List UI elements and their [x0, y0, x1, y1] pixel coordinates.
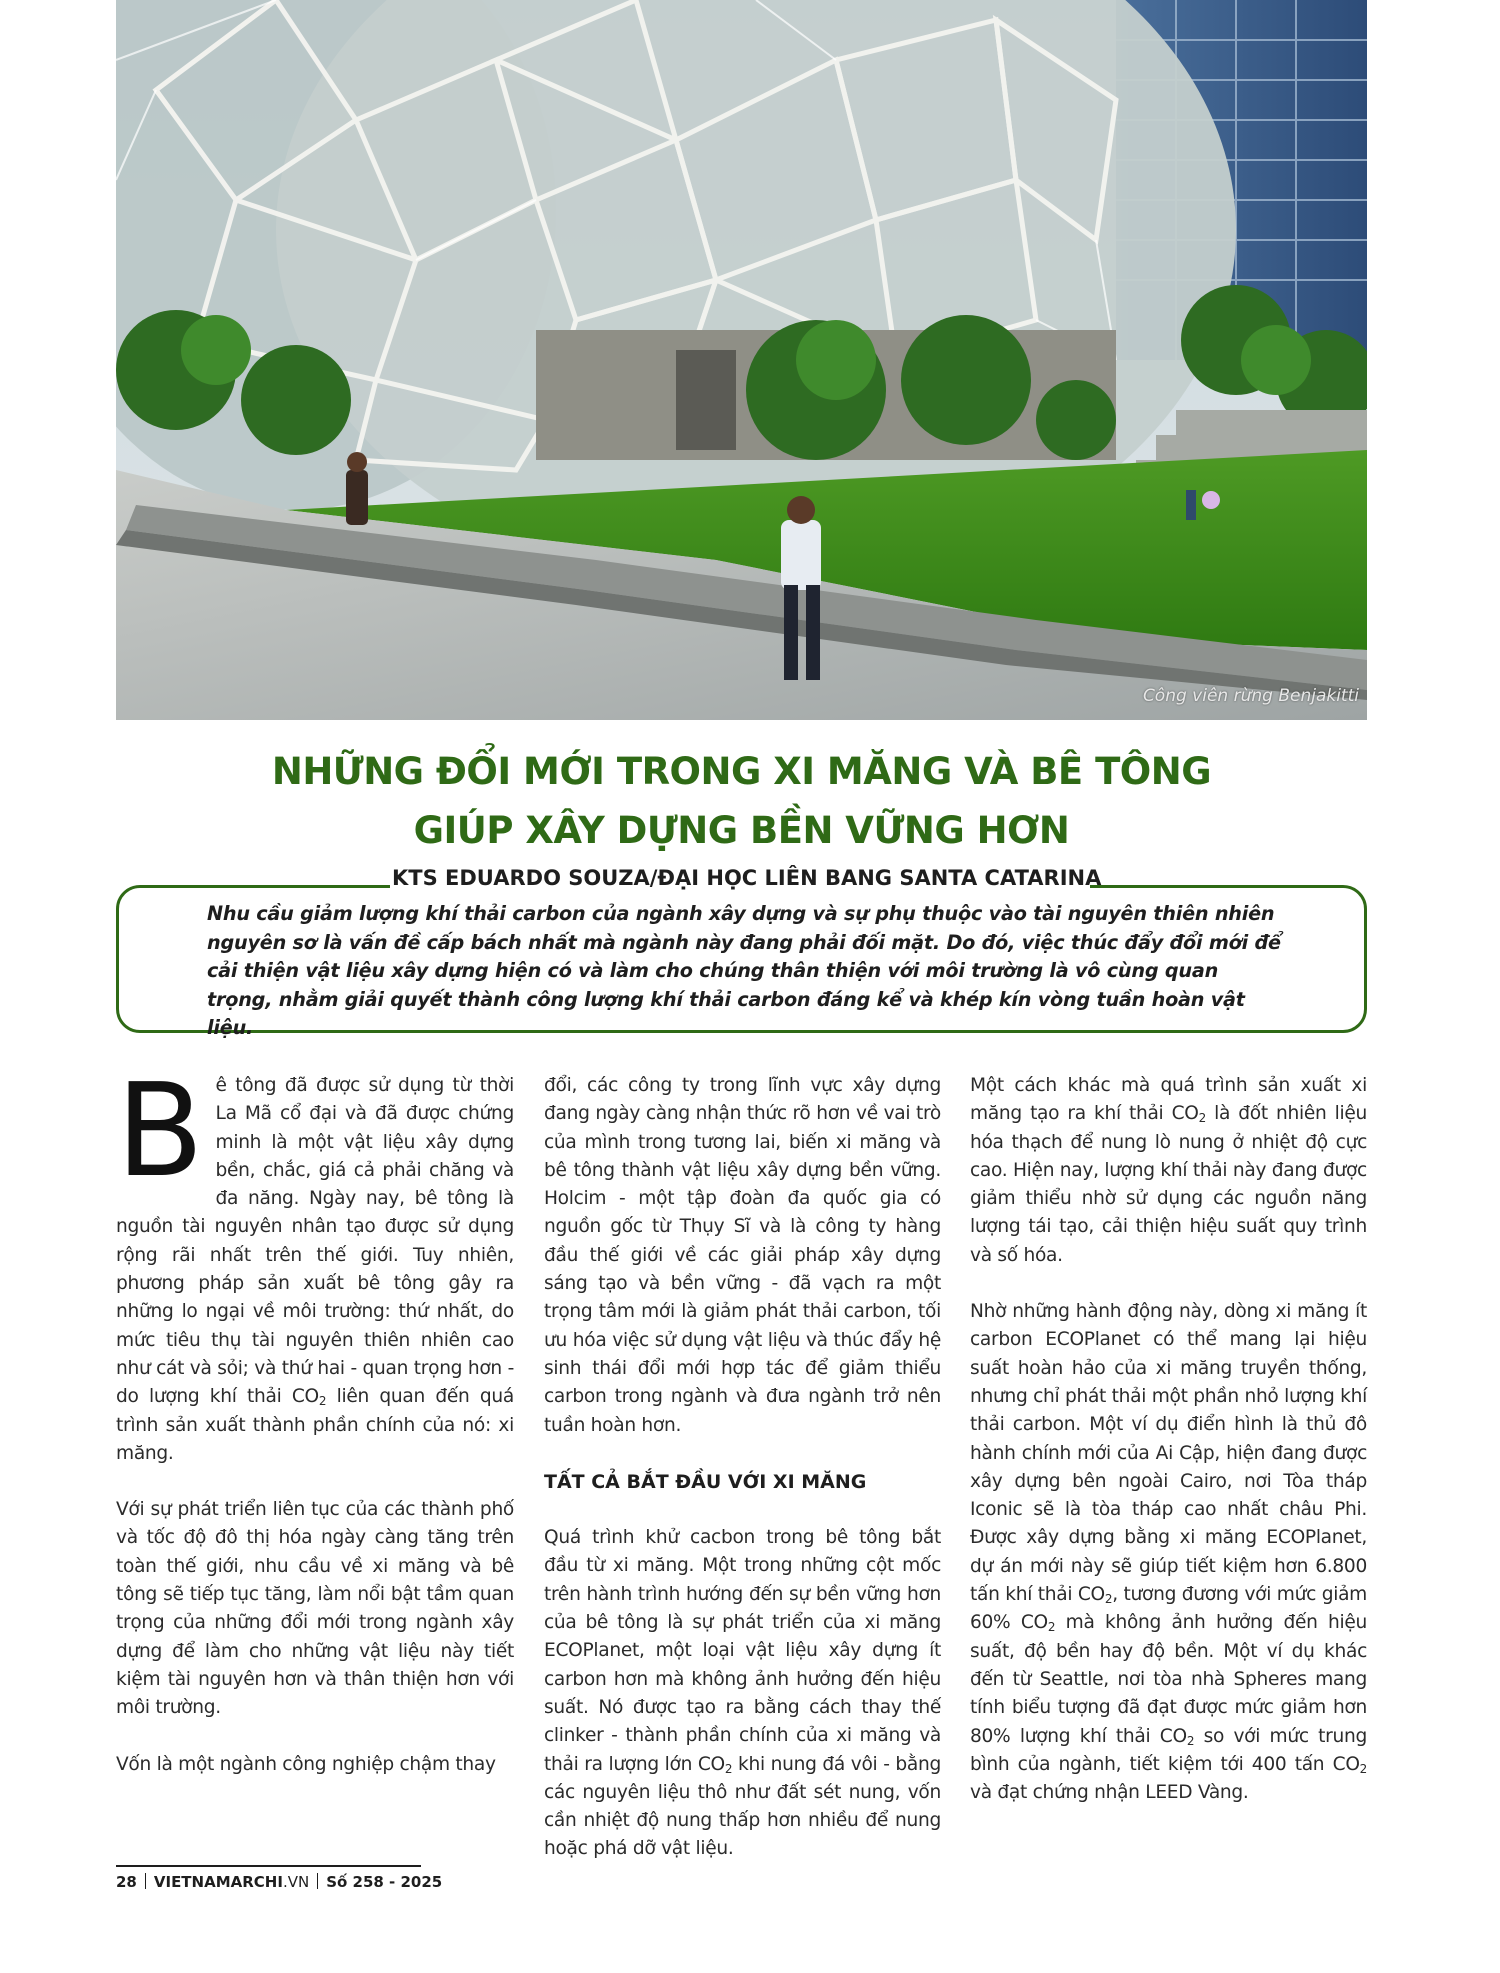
title-line-2: GIÚP XÂY DỰNG BỀN VỮNG HƠN [413, 809, 1070, 852]
footer-separator [317, 1873, 318, 1889]
author-byline: KTS EDUARDO SOUZA/ĐẠI HỌC LIÊN BANG SANTA CATARINA [392, 866, 1102, 890]
paragraph-3: Vốn là một ngành công nghiệp chậm thay [116, 1753, 496, 1775]
body-column-3 [970, 1072, 1367, 1835]
drop-cap: B [116, 1057, 204, 1206]
footer-separator [145, 1873, 146, 1889]
body-column-2 [544, 1072, 941, 1892]
photo-caption: Công viên rừng Benjakitti [1142, 686, 1359, 706]
page-number: 28 [116, 1873, 137, 1891]
paragraph-2: Với sự phát triển liên tục của các thành phố và tốc độ đô thị hóa ngày càng tăng trên toàn thế giới, nhu cầu về xi măng và bê tông sẽ tiếp tục tăng, làm nổi bật tầm quan trọng của những đổi mới trong ngành xây dựng để làm cho những vật liệu này tiết kiệm tài nguyên hơn và thân thiện hơn với môi trường. [116, 1499, 514, 1719]
section-subhead: TẤT CẢ BẮT ĐẦU VỚI XI MĂNG [544, 1470, 867, 1493]
hero-photo [116, 0, 1367, 720]
body-column-1 [116, 1057, 514, 1807]
footer-rule [116, 1865, 421, 1867]
site-domain: .VN [282, 1873, 310, 1891]
hero-photo-illustration [116, 0, 1367, 720]
abstract-text: Nhu cầu giảm lượng khí thải carbon của ngành xây dựng và sự phụ thuộc vào tài nguyên thiên nhiên nguyên sơ là vấn đề cấp bách nhất mà ngành này đang phải đối mặt. Do đó, việc thúc đẩy đổi mới để cải thiện vật liệu xây dựng hiện có và làm cho chúng thân thiện với môi trường là vô cùng quan trọng, nhằm giải quyết thành công lượng khí thải carbon đáng kể và khép kín vòng tuần hoàn vật liệu. [207, 902, 1281, 1039]
issue-number: Số 258 - 2025 [326, 1873, 443, 1891]
page-footer [116, 1873, 442, 1891]
paragraph-3-continued: đổi, các công ty trong lĩnh vực xây dựng đang ngày càng nhận thức rõ hơn về vai trò của mình trong tương lai, biến xi măng và bê tông thành vật liệu xây dựng bền vững. Holcim - một tập đoàn đa quốc gia có nguồn gốc từ Thụy Sĩ và là công ty hàng đầu thế giới về các giải pháp xây dựng sáng tạo và bền vững - đã vạch ra một trọng tâm mới là giảm phát thải carbon, tối ưu hóa việc sử dụng vật liệu và thúc đẩy hệ sinh thái đổi mới hợp tác để giảm thiểu carbon trong ngành và đưa ngành trở nên tuần hoàn hơn. [544, 1075, 941, 1436]
article-title [116, 742, 1367, 860]
paragraph-5: Một cách khác mà quá trình sản xuất xi măng tạo ra khí thải $CO_2$ là đốt nhiên liệu hóa thạch để nung lò nung ở nhiệt độ cực cao. Hiện nay, lượng khí thải này đang được giảm thiểu nhờ sử dụng các nguồn năng lượng tái tạo, cải thiện hiệu suất quy trình và số hóa. [970, 1075, 1367, 1266]
paragraph-6: Nhờ những hành động này, dòng xi măng ít carbon ECOPlanet có thể mang lại hiệu suất hoàn hảo của xi măng truyền thống, nhưng chỉ phát thải một phần nhỏ lượng khí thải carbon. Một ví dụ điển hình là thủ đô hành chính mới của Ai Cập, hiện đang được xây dựng bên ngoài Cairo, nơi Tòa tháp Iconic sẽ là tòa tháp cao nhất châu Phi. Được xây dựng bằng xi măng ECOPlanet, dự án mới này sẽ giúp tiết kiệm hơn 6.800 tấn khí thải $CO_2$, tương đương với mức giảm 60% $CO_2$ mà không ảnh hưởng đến hiệu suất, độ bền hay độ bền. Một ví dụ khác đến từ Seattle, nơi tòa nhà Spheres mang tính biểu tượng đã đạt được mức giảm hơn 80% lượng khí thải $CO_2$ so với mức trung bình của ngành, tiết kiệm tới 400 tấn $CO_2$ và đạt chứng nhận LEED Vàng. [970, 1301, 1367, 1804]
title-line-1: NHỮNG ĐỔI MỚI TRONG XI MĂNG VÀ BÊ TÔNG [271, 750, 1212, 793]
site-name: VIETNAMARCHI [153, 1873, 283, 1891]
paragraph-4: Quá trình khử cacbon trong bê tông bắt đầu từ xi măng. Một trong những cột mốc trên hành trình hướng đến sự bền vững hơn của bê tông là sự phát triển của xi măng ECOPlanet, một loại vật liệu xây dựng ít carbon hơn mà không ảnh hưởng đến hiệu suất. Nó được tạo ra bằng cách thay thế clinker - thành phần chính của xi măng và thải ra lượng lớn $CO_2$ khi nung đá vôi - bằng các nguyên liệu thô như đất sét nung, vốn cần nhiệt độ nung thấp hơn nhiều để nung hoặc phá dỡ vật liệu. [544, 1527, 941, 1860]
paragraph-1: Bê tông đã được sử dụng từ thời La Mã cổ đại và đã được chứng minh là một vật liệu xây dựng bền, chắc, giá cả phải chăng và đa năng. Ngày nay, bê tông là nguồn tài nguyên nhân tạo được sử dụng rộng rãi nhất trên thế giới. Tuy nhiên, phương pháp sản xuất bê tông gây ra những lo ngại về môi trường: thứ nhất, do mức tiêu thụ tài nguyên thiên nhiên cao như cát và sỏi; và thứ hai - quan trọng hơn - do lượng khí thải $CO_2$ liên quan đến quá trình sản xuất thành phần chính của nó: xi măng. [116, 1057, 514, 1464]
